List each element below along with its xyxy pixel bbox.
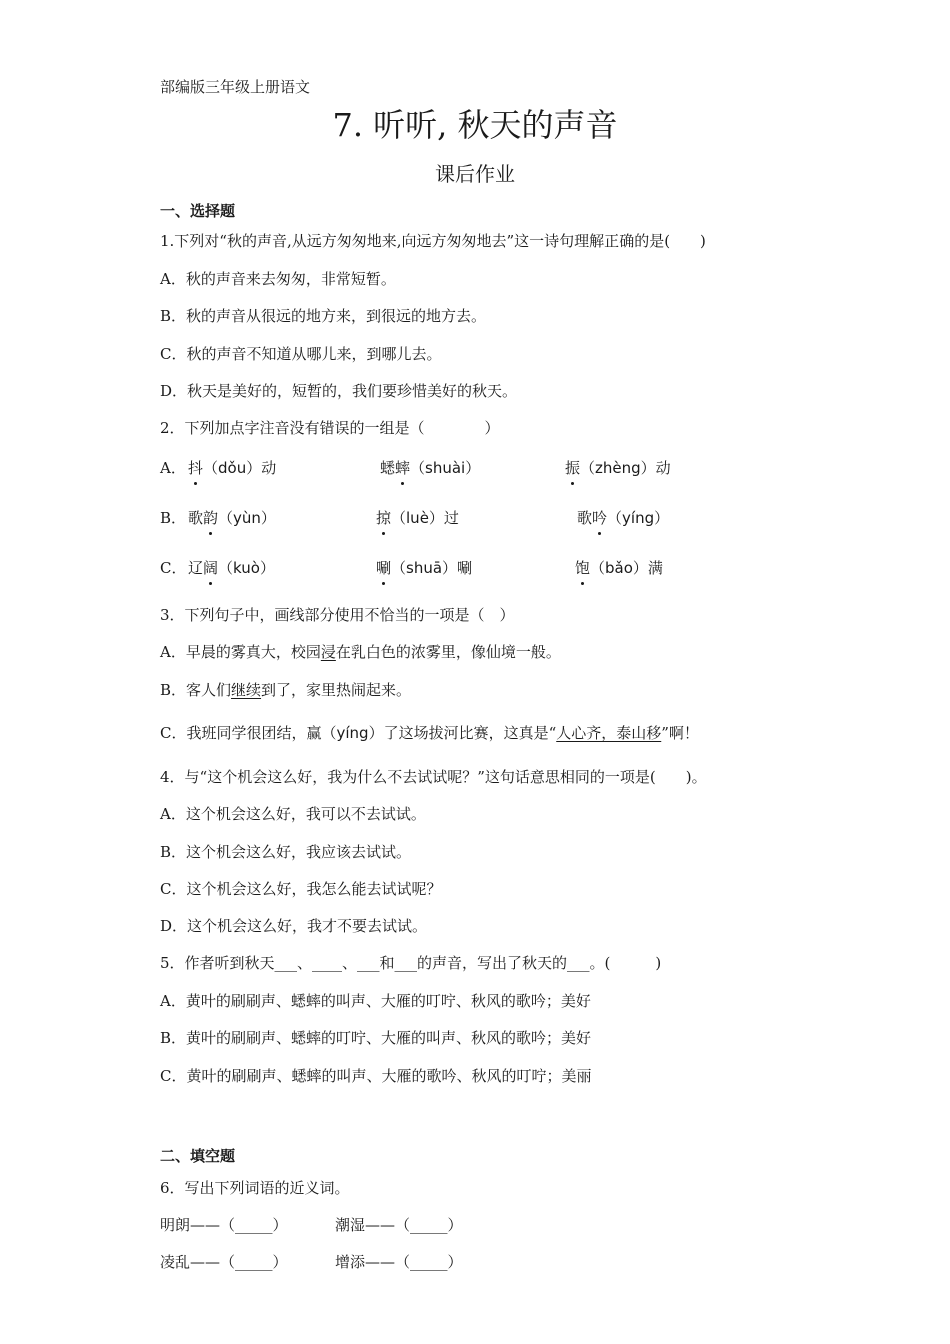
underlined-text: 浸 — [320, 643, 336, 661]
text: 在乳白色的浓雾里，像仙境一般。 — [335, 643, 561, 661]
text: 到了，家里热闹起来。 — [261, 681, 412, 699]
pinyin: （dǒu） — [203, 459, 262, 477]
section-heading-choice: 一、选择题 — [160, 202, 236, 220]
page-subtitle: 课后作业 — [435, 162, 515, 186]
q1-option-c: C．秋的声音不知道从哪儿来，到哪儿去。 — [160, 345, 442, 363]
q4-option-a: A．这个机会这么好，我可以不去试试。 — [160, 805, 426, 823]
dotted-char: 阔 — [203, 559, 219, 577]
char: 歌 — [188, 509, 204, 527]
q1-option-a: A．秋的声音来去匆匆，非常短暂。 — [160, 270, 396, 288]
pinyin: （luè） — [391, 509, 444, 527]
q6-item-2: 潮湿——（_____） — [335, 1216, 463, 1234]
pinyin: （bǎo） — [590, 559, 648, 577]
q5-option-b: B．黄叶的刷刷声、蟋蟀的叮咛、大雁的叫声、秋风的歌吟；美好 — [160, 1029, 592, 1047]
char: 过 — [443, 509, 459, 527]
text: B．客人们 — [160, 681, 232, 699]
pinyin: （yùn） — [218, 509, 276, 527]
char: 唰 — [457, 559, 473, 577]
pre-title: 部编版三年级上册语文 — [160, 78, 311, 96]
q6-stem: 6．写出下列词语的近义词。 — [160, 1179, 350, 1197]
q5-option-c: C．黄叶的刷刷声、蟋蟀的叫声、大雁的歌吟、秋风的叮咛；美丽 — [160, 1067, 592, 1085]
q4-option-c: C．这个机会这么好，我怎么能去试试呢？ — [160, 880, 442, 898]
q1-option-d: D．秋天是美好的，短暂的，我们要珍惜美好的秋天。 — [160, 382, 518, 400]
pinyin: （zhèng） — [580, 459, 656, 477]
dotted-char: 蟀 — [395, 459, 411, 477]
pinyin: （shuài） — [410, 459, 481, 477]
q6-item-4: 增添——（_____） — [335, 1253, 463, 1271]
text: ”啊！ — [661, 724, 699, 742]
dotted-char: 抖 — [188, 459, 204, 477]
pinyin: （yíng） — [607, 509, 670, 527]
q2-row-a-label: A． — [160, 459, 186, 477]
q4-stem: 4．与“这个机会这么好，我为什么不去试试呢？”这句话意思相同的一项是( )。 — [160, 768, 707, 786]
q2-row-a-item-3 — [565, 457, 671, 478]
char: 满 — [647, 559, 663, 577]
text: C．我班同学很团结，赢（ — [160, 724, 337, 742]
q1-stem: 1.下列对“秋的声音,从远方匆匆地来,向远方匆匆地去”这一诗句理解正确的是( ) — [160, 232, 706, 250]
q2-row-c-item-2 — [376, 557, 472, 578]
text: ）了这场拔河比赛，这真是“ — [368, 724, 557, 742]
pinyin: yíng — [336, 724, 369, 742]
char: 辽 — [188, 559, 204, 577]
pinyin: （shuā） — [391, 559, 458, 577]
dotted-char: 吟 — [592, 509, 608, 527]
q5-stem: 5．作者听到秋天___、____、___和___的声音，写出了秋天的___。( ) — [160, 954, 662, 972]
q1-option-b: B．秋的声音从很远的地方来，到很远的地方去。 — [160, 307, 487, 325]
q2-stem: 2．下列加点字注音没有错误的一组是（ ） — [160, 419, 500, 437]
q2-row-b-item-1 — [188, 507, 276, 528]
q4-option-b: B．这个机会这么好，我应该去试试。 — [160, 843, 412, 861]
char: 歌 — [577, 509, 593, 527]
q6-item-1: 明朗——（_____） — [160, 1216, 288, 1234]
underlined-text: 继续 — [231, 681, 262, 699]
q2-row-a-item-1 — [188, 457, 276, 478]
q2-row-b-label: B． — [160, 509, 187, 527]
q2-row-c-item-1 — [188, 557, 275, 578]
q2-row-c-item-3 — [575, 557, 663, 578]
dotted-char: 饱 — [575, 559, 591, 577]
dotted-char: 韵 — [203, 509, 219, 527]
char: 动 — [261, 459, 277, 477]
dotted-char: 掠 — [376, 509, 392, 527]
q4-option-d: D．这个机会这么好，我才不要去试试。 — [160, 917, 428, 935]
text: A．早晨的雾真大，校园 — [160, 643, 321, 661]
q3-option-a — [160, 641, 561, 662]
section-heading-fill: 二、填空题 — [160, 1147, 236, 1165]
q5-option-a: A．黄叶的刷刷声、蟋蟀的叫声、大雁的叮咛、秋风的歌吟；美好 — [160, 992, 591, 1010]
q2-row-a-item-2 — [380, 457, 480, 478]
dotted-char: 唰 — [376, 559, 392, 577]
pinyin: （kuò） — [218, 559, 275, 577]
page-title: 7. 听听, 秋天的声音 — [332, 106, 618, 144]
q6-item-3: 凌乱——（_____） — [160, 1253, 288, 1271]
q3-stem: 3．下列句子中，画线部分使用不恰当的一项是（ ） — [160, 606, 515, 624]
q3-option-b — [160, 679, 411, 700]
char: 动 — [655, 459, 671, 477]
q2-row-b-item-2 — [376, 507, 459, 528]
q3-option-c — [160, 722, 699, 743]
dotted-char: 振 — [565, 459, 581, 477]
underlined-text: 人心齐，泰山移 — [556, 724, 662, 742]
char: 蟋 — [380, 459, 396, 477]
q2-row-c-label: C． — [160, 559, 187, 577]
q2-row-b-item-3 — [577, 507, 669, 528]
